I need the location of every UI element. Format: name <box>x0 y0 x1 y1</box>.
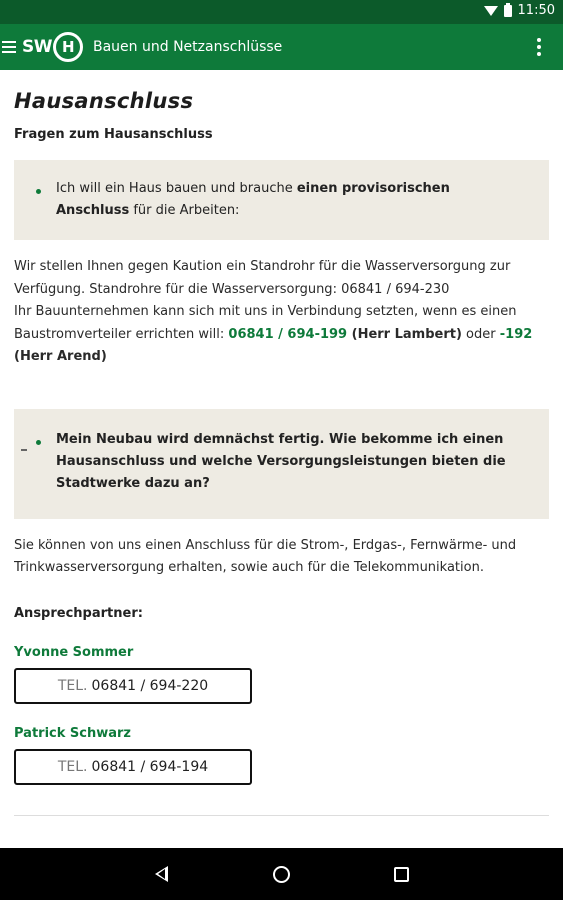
tel-prefix: TEL. <box>57 758 88 775</box>
answer-connector: oder <box>461 326 500 342</box>
answer-line-1: Wir stellen Ihnen gegen Kaution ein Standrohr für die Wasserversorgung zur Verfügung. Standrohre für die Wasserversorgung: 06841 / 694-230 <box>14 259 511 297</box>
faq-answer-1 <box>14 256 549 369</box>
status-time: 11:50 <box>517 3 555 18</box>
swh-logo <box>22 32 83 62</box>
expand-icon <box>21 449 27 451</box>
faq-question-1[interactable] <box>14 160 549 240</box>
navigation-bar <box>0 848 563 900</box>
question-text: Mein Neubau wird demnächst fertig. Wie bekomme ich einen Hausanschluss und welche Versorgungsleistungen bieten die Stadtwerke dazu an? <box>56 431 506 491</box>
question-text: Ich will ein Haus bauen und brauche <box>56 181 297 196</box>
main-content[interactable] <box>14 70 549 848</box>
overflow-menu-icon[interactable] <box>537 38 541 56</box>
logo-text: SW <box>22 37 52 57</box>
app-bar <box>0 24 563 70</box>
phone-button[interactable] <box>14 749 252 785</box>
recents-icon[interactable] <box>394 867 409 882</box>
phone-button[interactable] <box>14 668 252 704</box>
app-title: Bauen und Netzanschlüsse <box>93 39 283 55</box>
status-bar <box>0 0 563 24</box>
contacts-heading: Ansprechpartner: <box>14 605 143 621</box>
divider <box>14 815 549 816</box>
question-tail: für die Arbeiten: <box>129 203 240 218</box>
faq-answer-2: Sie können von uns einen Anschluss für die Strom-, Erdgas-, Fernwärme- und Trinkwasserversorgung erhalten, sowie auch für die Telekommunikation. <box>14 537 517 575</box>
bullet-icon <box>36 440 41 445</box>
tel-number: 06841 / 694-220 <box>91 677 209 694</box>
menu-icon[interactable] <box>2 41 16 53</box>
battery-icon <box>504 5 512 17</box>
tel-prefix: TEL. <box>57 677 88 694</box>
wifi-icon <box>484 6 498 16</box>
logo-circle: H <box>53 32 83 62</box>
question-highlight: einen provisorischen Anschluss <box>56 181 450 218</box>
page-subtitle: Fragen zum Hausanschluss <box>14 127 213 142</box>
home-icon[interactable] <box>273 866 290 883</box>
page-title: Hausanschluss <box>14 89 194 113</box>
contact-lambert: (Herr Lambert) <box>347 326 462 342</box>
tel-number: 06841 / 694-194 <box>91 758 209 775</box>
phone-link-lambert[interactable]: 06841 / 694-199 <box>228 326 348 342</box>
contact-arend: (Herr Arend) <box>14 349 107 364</box>
contact-name: Patrick Schwarz <box>14 725 131 741</box>
contact-name: Yvonne Sommer <box>14 644 134 660</box>
bullet-icon <box>36 189 41 194</box>
answer-line-2: Ihr Bauunternehmen kann sich mit uns in Verbindung setzten, wenn es einen Baustromverteiler errichten will: <box>14 304 517 342</box>
phone-link-arend[interactable]: -192 <box>499 326 533 342</box>
back-icon[interactable] <box>155 866 168 882</box>
faq-question-2[interactable] <box>14 409 549 519</box>
